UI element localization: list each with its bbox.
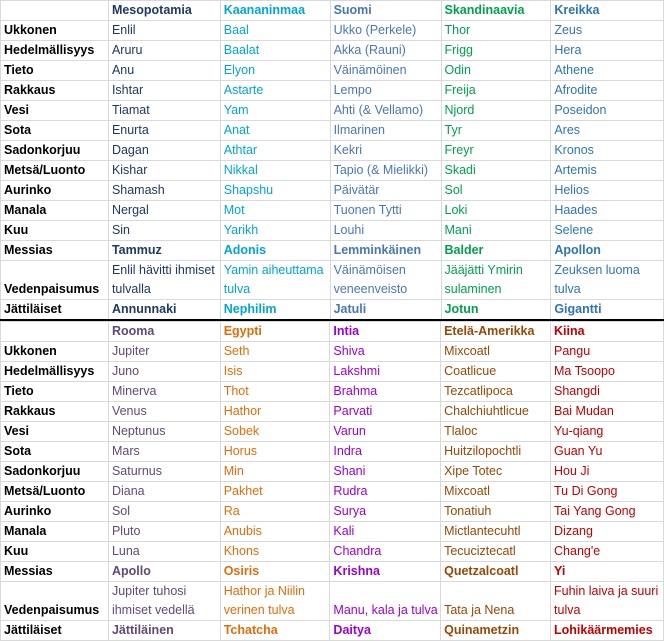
table-cell: Artemis bbox=[551, 161, 664, 181]
table-cell: Yarikh bbox=[220, 221, 330, 241]
column-header: Kaananinmaa bbox=[220, 1, 330, 21]
row-label: Manala bbox=[1, 201, 109, 221]
table-cell: Horus bbox=[220, 442, 330, 462]
table-row bbox=[1, 562, 664, 582]
table-cell: Päivätär bbox=[330, 181, 441, 201]
row-label: Rakkaus bbox=[1, 81, 109, 101]
column-header: Kiina bbox=[551, 322, 664, 342]
table-cell: Fuhin laiva ja suuri tulva bbox=[551, 582, 664, 621]
column-header: Intia bbox=[330, 322, 441, 342]
row-label: Hedelmällisyys bbox=[1, 362, 109, 382]
table-cell: Thor bbox=[441, 21, 551, 41]
table-row bbox=[1, 462, 664, 482]
table-row bbox=[1, 81, 664, 101]
table-cell: Juno bbox=[108, 362, 220, 382]
table-row bbox=[1, 21, 664, 41]
table-cell: Anu bbox=[108, 61, 220, 81]
table-cell: Ma Tsoopo bbox=[551, 362, 664, 382]
table-cell: Kali bbox=[330, 522, 441, 542]
table-cell: Tyr bbox=[441, 121, 551, 141]
table-cell: Pangu bbox=[551, 342, 664, 362]
table-cell: Nergal bbox=[108, 201, 220, 221]
row-label: Messias bbox=[1, 562, 109, 582]
table-cell: Tiamat bbox=[108, 101, 220, 121]
table-cell: Yi bbox=[551, 562, 664, 582]
header-row bbox=[1, 1, 664, 21]
table-row bbox=[1, 121, 664, 141]
row-label: Vedenpaisumus bbox=[1, 261, 109, 300]
table-cell: Shamash bbox=[108, 181, 220, 201]
table-cell: Selene bbox=[551, 221, 664, 241]
table-cell: Yu-qiang bbox=[551, 422, 664, 442]
table-cell: Chalchiuhtlicue bbox=[441, 402, 551, 422]
table-cell: Brahma bbox=[330, 382, 441, 402]
table-body-top bbox=[1, 1, 664, 320]
table-row bbox=[1, 582, 664, 621]
table-cell: Skadi bbox=[441, 161, 551, 181]
table-cell: Freija bbox=[441, 81, 551, 101]
table-cell: Shiva bbox=[330, 342, 441, 362]
table-cell: Hera bbox=[551, 41, 664, 61]
row-label: Sadonkorjuu bbox=[1, 141, 109, 161]
row-label: Messias bbox=[1, 241, 109, 261]
table-cell: Khons bbox=[220, 542, 330, 562]
table-cell: Mixcoatl bbox=[441, 342, 551, 362]
column-header: Etelä-Amerikka bbox=[441, 322, 551, 342]
table-cell: Mictlantecuhtl bbox=[441, 522, 551, 542]
table-cell: Tu Di Gong bbox=[551, 482, 664, 502]
table-row bbox=[1, 342, 664, 362]
table-cell: Manu, kala ja tulva bbox=[330, 582, 441, 621]
table-cell: Dagan bbox=[108, 141, 220, 161]
row-label: Ukkonen bbox=[1, 21, 109, 41]
table-cell: Jatuli bbox=[330, 300, 441, 320]
table-cell: Ahti (& Vellamo) bbox=[330, 101, 441, 121]
table-cell: Tezcatlipoca bbox=[441, 382, 551, 402]
table-row bbox=[1, 61, 664, 81]
table-cell: Helios bbox=[551, 181, 664, 201]
row-label: Jättiläiset bbox=[1, 621, 109, 641]
table-cell: Quinametzin bbox=[441, 621, 551, 641]
row-label: Tieto bbox=[1, 382, 109, 402]
row-label: Kuu bbox=[1, 542, 109, 562]
header-corner-cell bbox=[1, 1, 109, 21]
table-row bbox=[1, 621, 664, 641]
table-cell: Tata ja Nena bbox=[441, 582, 551, 621]
table-row bbox=[1, 542, 664, 562]
table-cell: Ishtar bbox=[108, 81, 220, 101]
column-header: Kreikka bbox=[551, 1, 664, 21]
table-cell: Min bbox=[220, 462, 330, 482]
table-cell: Chang'e bbox=[551, 542, 664, 562]
table-cell: Minerva bbox=[108, 382, 220, 402]
table-cell: Quetzalcoatl bbox=[441, 562, 551, 582]
table-cell: Varun bbox=[330, 422, 441, 442]
table-cell: Apollo bbox=[108, 562, 220, 582]
table-cell: Nephilim bbox=[220, 300, 330, 320]
table-row bbox=[1, 141, 664, 161]
table-row bbox=[1, 161, 664, 181]
table-cell: Saturnus bbox=[108, 462, 220, 482]
table-row bbox=[1, 241, 664, 261]
row-label: Jättiläiset bbox=[1, 300, 109, 320]
row-label: Rakkaus bbox=[1, 402, 109, 422]
table-cell: Isis bbox=[220, 362, 330, 382]
table-cell: Frigg bbox=[441, 41, 551, 61]
table-cell: Yam bbox=[220, 101, 330, 121]
table-cell: Mixcoatl bbox=[441, 482, 551, 502]
row-label: Vesi bbox=[1, 101, 109, 121]
table-cell: Huitzilopochtli bbox=[441, 442, 551, 462]
table-cell: Hathor bbox=[220, 402, 330, 422]
table-cell: Akka (Rauni) bbox=[330, 41, 441, 61]
table-cell: Bai Mudan bbox=[551, 402, 664, 422]
table-cell: Mars bbox=[108, 442, 220, 462]
table-cell: Adonis bbox=[220, 241, 330, 261]
header-row bbox=[1, 322, 664, 342]
table-cell: Athtar bbox=[220, 141, 330, 161]
table-cell: Sol bbox=[441, 181, 551, 201]
table-cell: Tchatcha bbox=[220, 621, 330, 641]
table-cell: Afrodite bbox=[551, 81, 664, 101]
table-row bbox=[1, 422, 664, 442]
table-cell: Sin bbox=[108, 221, 220, 241]
table-cell: Seth bbox=[220, 342, 330, 362]
table-cell: Odin bbox=[441, 61, 551, 81]
table-cell: Baal bbox=[220, 21, 330, 41]
table-cell: Mot bbox=[220, 201, 330, 221]
header-corner-cell bbox=[1, 322, 109, 342]
table-cell: Coatlicue bbox=[441, 362, 551, 382]
table-cell: Astarte bbox=[220, 81, 330, 101]
table-row bbox=[1, 522, 664, 542]
table-cell: Surya bbox=[330, 502, 441, 522]
table-cell: Anubis bbox=[220, 522, 330, 542]
table-row bbox=[1, 482, 664, 502]
table-row bbox=[1, 442, 664, 462]
table-row bbox=[1, 201, 664, 221]
table-cell: Aruru bbox=[108, 41, 220, 61]
row-label: Metsä/Luonto bbox=[1, 161, 109, 181]
table-row bbox=[1, 502, 664, 522]
table-cell: Lakshmi bbox=[330, 362, 441, 382]
table-cell: Elyon bbox=[220, 61, 330, 81]
table-row bbox=[1, 101, 664, 121]
table-cell: Njord bbox=[441, 101, 551, 121]
table-cell: Diana bbox=[108, 482, 220, 502]
row-label: Metsä/Luonto bbox=[1, 482, 109, 502]
table-cell: Venus bbox=[108, 402, 220, 422]
table-cell: Mani bbox=[441, 221, 551, 241]
table-cell: Baalat bbox=[220, 41, 330, 61]
table-cell: Chandra bbox=[330, 542, 441, 562]
table-cell: Sol bbox=[108, 502, 220, 522]
table-row bbox=[1, 181, 664, 201]
table-cell: Louhi bbox=[330, 221, 441, 241]
table-cell: Apollon bbox=[551, 241, 664, 261]
table-cell: Väinämöisen veneenveisto bbox=[330, 261, 441, 300]
row-label: Sota bbox=[1, 442, 109, 462]
table-cell: Ilmarinen bbox=[330, 121, 441, 141]
table-cell: Jotun bbox=[441, 300, 551, 320]
table-row bbox=[1, 221, 664, 241]
table-cell: Tai Yang Gong bbox=[551, 502, 664, 522]
column-header: Rooma bbox=[108, 322, 220, 342]
table-cell: Shangdi bbox=[551, 382, 664, 402]
table-cell: Enlil hävitti ihmiset tulvalla bbox=[108, 261, 220, 300]
table-cell: Tuonen Tytti bbox=[330, 201, 441, 221]
table-cell: Kekri bbox=[330, 141, 441, 161]
table-cell: Shani bbox=[330, 462, 441, 482]
table-cell: Zeuksen luoma tulva bbox=[551, 261, 664, 300]
table-cell: Nikkal bbox=[220, 161, 330, 181]
table-cell: Jättiläinen bbox=[108, 621, 220, 641]
table-cell: Tammuz bbox=[108, 241, 220, 261]
table-row bbox=[1, 300, 664, 320]
table-row bbox=[1, 41, 664, 61]
table-cell: Sobek bbox=[220, 422, 330, 442]
row-label: Sota bbox=[1, 121, 109, 141]
table-cell: Neptunus bbox=[108, 422, 220, 442]
table-cell: Haades bbox=[551, 201, 664, 221]
table-cell: Hathor ja Niilin verinen tulva bbox=[220, 582, 330, 621]
mythology-table-top bbox=[0, 0, 664, 320]
table-row bbox=[1, 362, 664, 382]
table-cell: Anat bbox=[220, 121, 330, 141]
table-cell: Pakhet bbox=[220, 482, 330, 502]
column-header: Mesopotamia bbox=[108, 1, 220, 21]
row-label: Vesi bbox=[1, 422, 109, 442]
table-cell: Dizang bbox=[551, 522, 664, 542]
table-cell: Gigantti bbox=[551, 300, 664, 320]
table-cell: Indra bbox=[330, 442, 441, 462]
table-cell: Osiris bbox=[220, 562, 330, 582]
table-cell: Xipe Totec bbox=[441, 462, 551, 482]
table-cell: Kishar bbox=[108, 161, 220, 181]
table-cell: Guan Yu bbox=[551, 442, 664, 462]
table-cell: Tecuciztecatl bbox=[441, 542, 551, 562]
table-cell: Ukko (Perkele) bbox=[330, 21, 441, 41]
row-label: Vedenpaisumus bbox=[1, 582, 109, 621]
table-cell: Lempo bbox=[330, 81, 441, 101]
table-row bbox=[1, 261, 664, 300]
mythology-table-bottom bbox=[0, 321, 664, 641]
table-cell: Enurta bbox=[108, 121, 220, 141]
table-cell: Athene bbox=[551, 61, 664, 81]
row-label: Aurinko bbox=[1, 502, 109, 522]
table-cell: Ares bbox=[551, 121, 664, 141]
row-label: Kuu bbox=[1, 221, 109, 241]
column-header: Skandinaavia bbox=[441, 1, 551, 21]
table-row bbox=[1, 402, 664, 422]
table-cell: Yamin aiheuttama tulva bbox=[220, 261, 330, 300]
table-cell: Freyr bbox=[441, 141, 551, 161]
table-cell: Rudra bbox=[330, 482, 441, 502]
column-header: Egypti bbox=[220, 322, 330, 342]
table-cell: Pluto bbox=[108, 522, 220, 542]
table-cell: Hou Ji bbox=[551, 462, 664, 482]
table-cell: Luna bbox=[108, 542, 220, 562]
table-cell: Parvati bbox=[330, 402, 441, 422]
row-label: Aurinko bbox=[1, 181, 109, 201]
table-cell: Lohikäärmemies bbox=[551, 621, 664, 641]
table-cell: Shapshu bbox=[220, 181, 330, 201]
column-header: Suomi bbox=[330, 1, 441, 21]
table-body-bottom bbox=[1, 322, 664, 641]
table-cell: Väinämöinen bbox=[330, 61, 441, 81]
table-cell: Thot bbox=[220, 382, 330, 402]
row-label: Sadonkorjuu bbox=[1, 462, 109, 482]
table-cell: Jupiter bbox=[108, 342, 220, 362]
table-cell: Poseidon bbox=[551, 101, 664, 121]
table-cell: Tapio (& Mielikki) bbox=[330, 161, 441, 181]
table-cell: Balder bbox=[441, 241, 551, 261]
table-cell: Jupiter tuhosi ihmiset vedellä bbox=[108, 582, 220, 621]
table-cell: Zeus bbox=[551, 21, 664, 41]
table-cell: Kronos bbox=[551, 141, 664, 161]
table-cell: Lemminkäinen bbox=[330, 241, 441, 261]
table-cell: Loki bbox=[441, 201, 551, 221]
table-cell: Tlaloc bbox=[441, 422, 551, 442]
row-label: Manala bbox=[1, 522, 109, 542]
table-cell: Jääjätti Ymirin sulaminen bbox=[441, 261, 551, 300]
table-cell: Ra bbox=[220, 502, 330, 522]
table-cell: Annunnaki bbox=[108, 300, 220, 320]
table-row bbox=[1, 382, 664, 402]
row-label: Ukkonen bbox=[1, 342, 109, 362]
table-cell: Enlil bbox=[108, 21, 220, 41]
row-label: Tieto bbox=[1, 61, 109, 81]
table-cell: Tonatiuh bbox=[441, 502, 551, 522]
row-label: Hedelmällisyys bbox=[1, 41, 109, 61]
table-cell: Krishna bbox=[330, 562, 441, 582]
table-cell: Daitya bbox=[330, 621, 441, 641]
